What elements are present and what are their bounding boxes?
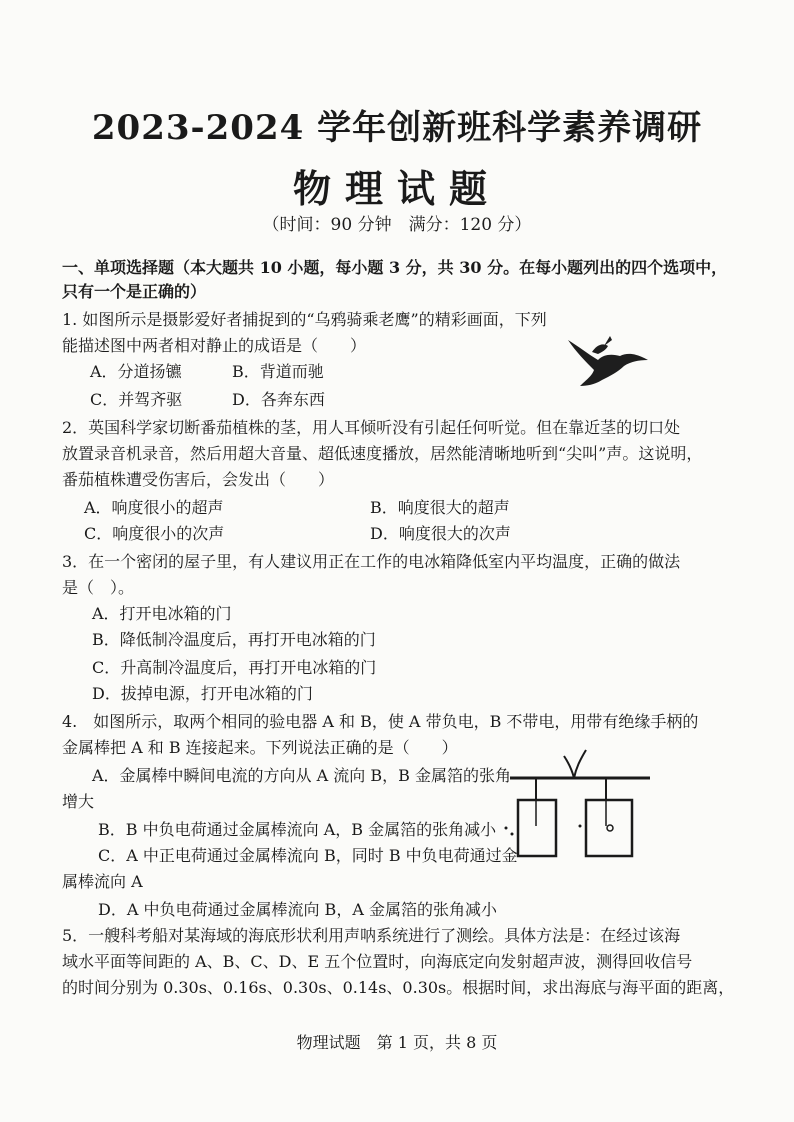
q4-option-a: A．金属棒中瞬间电流的方向从 A 流向 B，B 金属箔的张角 [92,766,511,785]
q1-stem: 1. 如图所示是摄影爱好者捕捉到的“乌鸦骑乘老鹰”的精彩画面，下列 [62,310,547,329]
q3-option-c: C．升高制冷温度后，再打开电冰箱的门 [92,658,377,677]
page-footer: 物理试题 第 1 页，共 8 页 [296,1033,498,1052]
q2-option-d: D．响度很大的次声 [370,524,511,543]
exam-title: 2023-2024 学年创新班科学素养调研 [91,108,703,148]
subject-title: 物理试题 [292,166,501,211]
q2-option-c: C．响度很小的次声 [84,524,225,543]
q2-option-b: B．响度很大的超声 [370,498,510,517]
electroscope-diagram [500,742,656,860]
crow-eagle-image [564,332,650,388]
q5-stem-cont2: 的时间分别为 0.30s、0.16s、0.30s、0.14s、0.30s。根据时间，求出海底与海平面的距离， [62,978,735,997]
section-1-heading: 一、单项选择题（本大题共 10 小题，每小题 3 分，共 30 分。在每小题列出的四个选项中， [62,258,728,277]
q1-option-a: A．分道扬镳 [90,362,182,381]
q1-option-c: C．并驾齐驱 [90,390,183,409]
q1-stem-cont: 能描述图中两者相对静止的成语是（ ） [62,336,367,355]
section-1-heading-cont: 只有一个是正确的） [62,282,207,301]
q1-option-b: B．背道而驰 [232,362,324,381]
q4-option-c-cont: 属棒流向 A [62,872,143,891]
q3-option-a: A．打开电冰箱的门 [92,604,232,623]
q4-option-d: D．A 中负电荷通过金属棒流向 B，A 金属箔的张角减小 [98,900,497,919]
q2-stem: 2．英国科学家切断番茄植株的茎，用人耳倾听没有引起任何听觉。但在靠近茎的切口处 [62,418,681,437]
q2-stem-cont2: 番茄植株遭受伤害后，会发出（ ） [62,470,335,489]
q4-option-c: C．A 中正电荷通过金属棒流向 B，同时 B 中负电荷通过金 [98,846,518,865]
q3-option-b: B．降低制冷温度后，再打开电冰箱的门 [92,630,376,649]
q3-stem-cont: 是（ ）。 [62,578,135,597]
q2-stem-cont: 放置录音机录音，然后用超大音量、超低速度播放，居然能清晰地听到“尖叫”声。这说明， [62,444,703,463]
q4-option-b: B．B 中负电荷通过金属棒流向 A，B 金属箔的张角减小 [98,820,497,839]
q5-stem-cont: 域水平面等间距的 A、B、C、D、E 五个位置时，向海底定向发射超声波，测得回收信号 [62,952,693,971]
q4-option-a-cont: 增大 [62,792,95,811]
q4-stem: 4. 如图所示，取两个相同的验电器 A 和 B，使 A 带负电，B 不带电，用带有绝缘手柄的 [62,712,699,731]
q5-stem: 5．一艘科考船对某海域的海底形状利用声呐系统进行了测绘。具体方法是：在经过该海 [62,926,681,945]
q4-stem-cont: 金属棒把 A 和 B 连接起来。下列说法正确的是（ ） [62,738,458,757]
q3-option-d: D．拔掉电源，打开电冰箱的门 [92,684,313,703]
q1-option-d: D．各奔东西 [232,390,325,409]
q2-option-a: A．响度很小的超声 [84,498,224,517]
exam-info: （时间：90 分钟 满分：120 分） [262,215,532,235]
q3-stem: 3．在一个密闭的屋子里，有人建议用正在工作的电冰箱降低室内平均温度，正确的做法 [62,552,681,571]
